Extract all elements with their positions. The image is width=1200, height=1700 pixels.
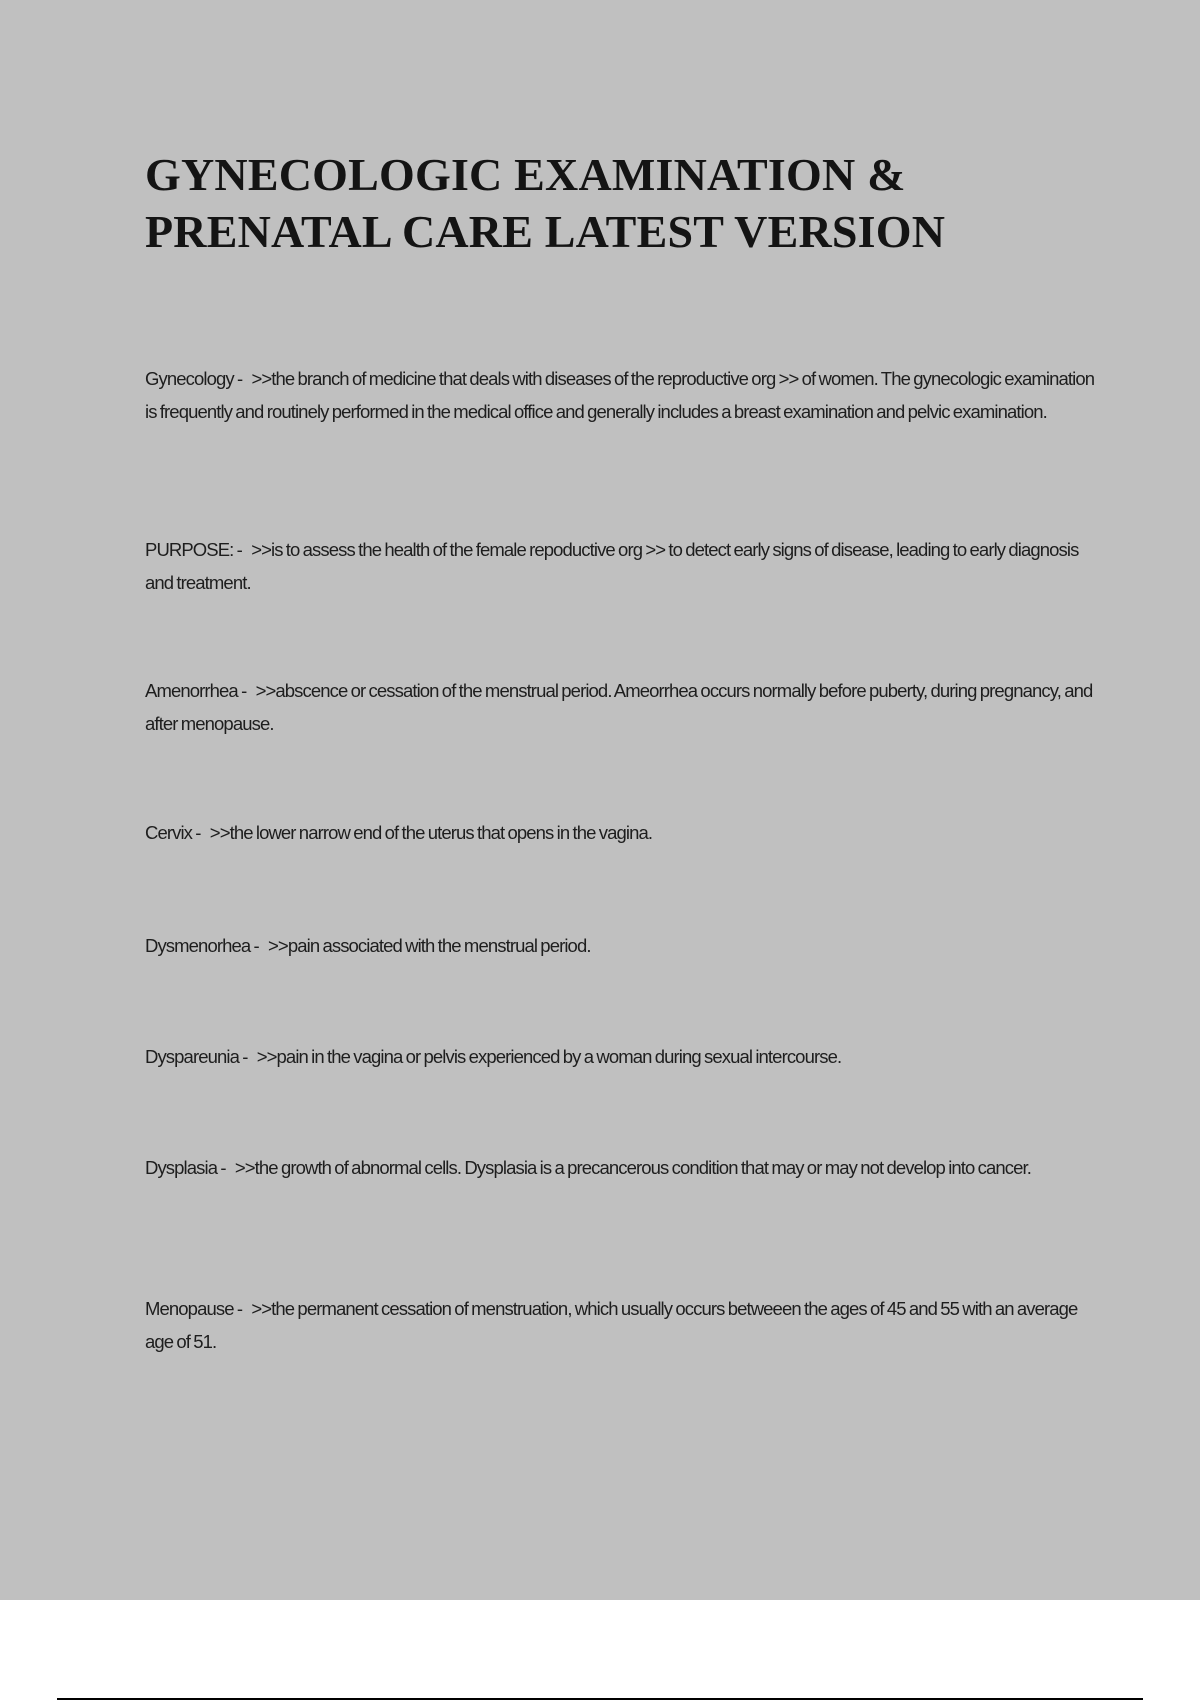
definition-entry-menopause [145,1293,1095,1358]
document-title: GYNECOLOGIC EXAMINATION & PRENATAL CARE LATEST VERSION [145,149,946,257]
entry-definition: >>the lower narrow end of the uterus that opens in the vagina. [209,822,653,843]
entry-term: Gynecology [145,368,234,389]
entry-definition: >>abscence or cessation of the menstrual period. Ameorrhea occurs normally before puberty, during pregnancy, and after menopause. [145,680,1093,734]
entry-term: Amenorrhea [145,680,238,701]
definition-entry-gynecology [145,363,1095,428]
entry-definition: >>pain in the vagina or pelvis experienced by a woman during sexual intercourse. [256,1046,842,1067]
definition-entry-purpose [145,534,1095,599]
entry-term: Menopause [145,1298,234,1319]
entry-term: Dysmenorhea [145,935,251,956]
entry-definition: >>the branch of medicine that deals with diseases of the reproductive org >> of women. The gynecologic examination is frequently and routinely performed in the medical office and generally includes a breast examination and pelvic examination. [145,368,1095,422]
definition-entry-amenorrhea [145,675,1095,740]
entry-separator: - [195,822,201,843]
entry-separator: - [241,680,247,701]
entry-separator: - [220,1157,226,1178]
definition-entry-cervix [145,817,1095,850]
definition-entry-dyspareunia [145,1041,1095,1074]
entry-term: PURPOSE: [145,539,234,560]
entry-separator: - [236,368,243,389]
entry-separator: - [242,1046,248,1067]
entry-definition: >>the permanent cessation of menstruation, which usually occurs betweeen the ages of 45 and 55 with an average age of 51. [145,1298,1078,1352]
entry-definition: >>is to assess the health of the female repoductive org >> to detect early signs of disease, leading to early diagnosis and treatment. [145,539,1079,593]
entry-term: Dysplasia [145,1157,218,1178]
entry-separator: - [236,1298,243,1319]
entry-definition: >>the growth of abnormal cells. Dysplasia is a precancerous condition that may or may not develop into cancer. [234,1157,1032,1178]
definition-entry-dysmenorhea [145,930,1095,963]
entry-separator: - [236,539,242,560]
definition-entry-dysplasia [145,1152,1095,1185]
entry-separator: - [253,935,259,956]
entry-term: Dyspareunia [145,1046,239,1067]
entry-term: Cervix [145,822,193,843]
entry-definition: >>pain associated with the menstrual period. [268,935,591,956]
